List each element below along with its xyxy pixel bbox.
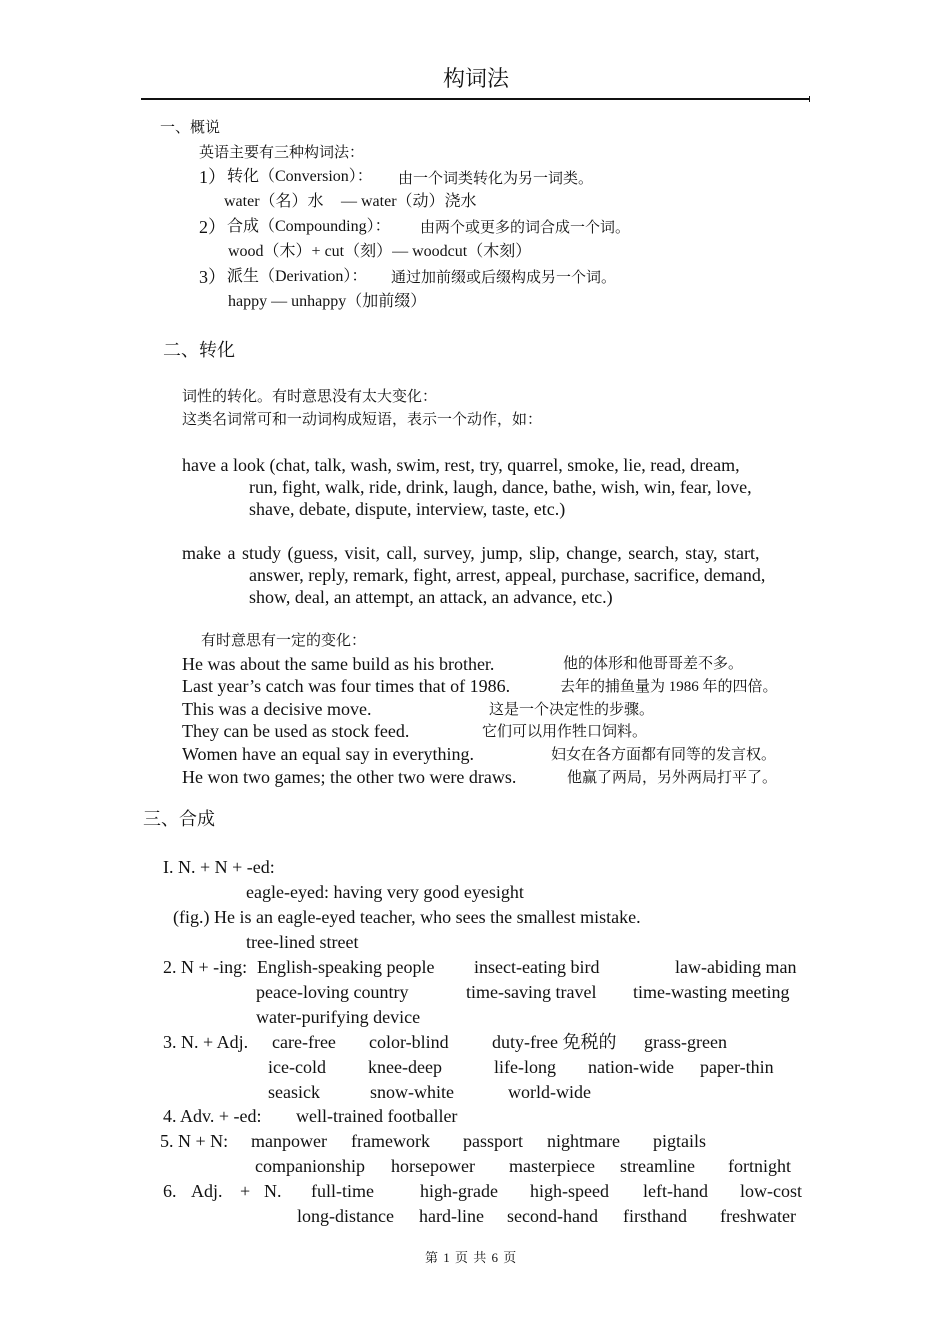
word-item: low-cost (740, 1181, 802, 1201)
word-item: snow-white (370, 1082, 454, 1102)
rule-example: tree-lined street (246, 932, 359, 952)
have-a-look-line-3: shave, debate, dispute, interview, taste, etc.) (249, 499, 566, 519)
word-item: English-speaking people (257, 957, 435, 977)
conversion-note-2: 这类名词常可和一动词构成短语，表示一个动作，如： (182, 412, 543, 428)
word-item: grass-green (644, 1032, 727, 1052)
word-item: nation-wide (588, 1057, 674, 1077)
word-item: care-free (272, 1032, 336, 1052)
word-item: color-blind (369, 1032, 449, 1052)
overview-intro: 英语主要有三种构词法： (199, 145, 365, 161)
derivation-example: happy — unhappy（加前缀） (228, 293, 427, 310)
page-title: 构词法 (443, 66, 510, 91)
item-number: 3） (199, 267, 226, 287)
word-item: framework (351, 1131, 430, 1151)
word-item: fortnight (728, 1156, 791, 1176)
rule-label: N. (264, 1181, 282, 1201)
section-heading-overview: 一、概说 (160, 120, 221, 136)
word-item: second-hand (507, 1206, 598, 1226)
example-sentence-en: Last year’s catch was four times that of 1986. (182, 676, 511, 696)
word-item: streamline (620, 1156, 695, 1176)
rule-label: Adj. (191, 1181, 223, 1201)
section-heading-compounding: 三、合成 (143, 809, 215, 829)
word-item: masterpiece (509, 1156, 595, 1176)
section-heading-conversion: 二、转化 (163, 340, 235, 360)
word-item: peace-loving country (256, 982, 409, 1002)
word-item: high-speed (530, 1181, 609, 1201)
example-sentence-en: He won two games; the other two were draws. (182, 767, 517, 787)
word-item: insect-eating bird (474, 957, 600, 977)
rule-label: I. N. + N + -ed: (163, 857, 275, 877)
example-sentence-zh: 他的体形和他哥哥差不多。 (563, 656, 744, 672)
item-number: 1） (199, 167, 226, 187)
compounding-example: wood（木）+ cut（刻）— woodcut（木刻） (228, 243, 532, 260)
word-item: companionship (255, 1156, 365, 1176)
derivation-desc: 通过加前缀或后缀构成另一个词。 (391, 270, 617, 286)
rule-label: + (240, 1181, 251, 1201)
item-number: 2） (199, 217, 226, 237)
rule-label: 3. N. + Adj. (163, 1032, 249, 1052)
meaning-change-note: 有时意思有一定的变化： (201, 633, 367, 649)
word-item: pigtails (653, 1131, 706, 1151)
compounding-desc: 由两个或更多的词合成一个词。 (420, 220, 631, 236)
example-sentence-zh: 这是一个决定性的步骤。 (489, 702, 655, 718)
conversion-example-a: water（名）水 (224, 193, 324, 210)
rule-label: 6. (163, 1181, 177, 1201)
word-item: freshwater (720, 1206, 796, 1226)
word-item: nightmare (547, 1131, 620, 1151)
word-item: duty-free 免税的 (492, 1032, 617, 1052)
example-sentence-en: This was a decisive move. (182, 699, 372, 719)
word-item: passport (463, 1131, 523, 1151)
example-sentence-zh: 妇女在各方面都有同等的发言权。 (551, 747, 777, 763)
word-item: left-hand (643, 1181, 708, 1201)
rule-label: 4. Adv. + -ed: (163, 1106, 262, 1126)
word-item: long-distance (297, 1206, 394, 1226)
make-a-study-line-1: make a study (guess, visit, call, survey, jump, slip, change, search, stay, start, (182, 543, 760, 563)
word-item: knee-deep (368, 1057, 442, 1077)
make-a-study-line-3: show, deal, an attempt, an attack, an advance, etc.) (249, 587, 613, 607)
word-item: life-long (494, 1057, 556, 1077)
have-a-look-line-2: run, fight, walk, ride, drink, laugh, dance, bathe, wish, win, fear, love, (249, 477, 752, 497)
word-item: time-wasting meeting (633, 982, 790, 1002)
word-item: seasick (268, 1082, 320, 1102)
rule-figurative-example: (fig.) He is an eagle-eyed teacher, who sees the smallest mistake. (173, 907, 641, 927)
derivation-name: 派生（Derivation）： (227, 268, 368, 285)
word-item: manpower (251, 1131, 327, 1151)
word-item: firsthand (623, 1206, 687, 1226)
compounding-name: 合成（Compounding）： (227, 218, 391, 235)
have-a-look-line-1: have a look (chat, talk, wash, swim, rest, try, quarrel, smoke, lie, read, dream, (182, 455, 740, 475)
word-item: high-grade (420, 1181, 498, 1201)
conversion-desc: 由一个词类转化为另一词类。 (398, 171, 594, 187)
rule-label: 5. N + N: (160, 1131, 229, 1151)
example-sentence-en: He was about the same build as his brother. (182, 654, 495, 674)
word-item: world-wide (508, 1082, 591, 1102)
conversion-example-b: — water（动）浇水 (341, 193, 477, 210)
example-sentence-en: They can be used as stock feed. (182, 721, 410, 741)
make-a-study-line-2: answer, reply, remark, fight, arrest, appeal, purchase, sacrifice, demand, (249, 565, 766, 585)
word-item: law-abiding man (675, 957, 797, 977)
page-footer: 第 1 页 共 6 页 (425, 1250, 518, 1265)
word-item: hard-line (419, 1206, 484, 1226)
word-item: water-purifying device (256, 1007, 421, 1027)
word-item: time-saving travel (466, 982, 597, 1002)
word-item: well-trained footballer (296, 1106, 458, 1126)
word-item: ice-cold (268, 1057, 326, 1077)
example-sentence-zh: 去年的捕鱼量为 1986 年的四倍。 (560, 679, 778, 695)
conversion-note-1: 词性的转化。有时意思没有太大变化： (182, 389, 438, 405)
rule-label: 2. N + -ing: (163, 957, 248, 977)
word-item: full-time (311, 1181, 374, 1201)
header-rule (141, 98, 809, 100)
conversion-name: 转化（Conversion）： (227, 168, 373, 185)
word-item: paper-thin (700, 1057, 774, 1077)
word-item: horsepower (391, 1156, 475, 1176)
example-sentence-en: Women have an equal say in everything. (182, 744, 474, 764)
example-sentence-zh: 他赢了两局，另外两局打平了。 (567, 770, 778, 786)
rule-example: eagle-eyed: having very good eyesight (246, 882, 524, 902)
header-rule-mark (809, 96, 810, 102)
example-sentence-zh: 它们可以用作牲口饲料。 (482, 724, 648, 740)
